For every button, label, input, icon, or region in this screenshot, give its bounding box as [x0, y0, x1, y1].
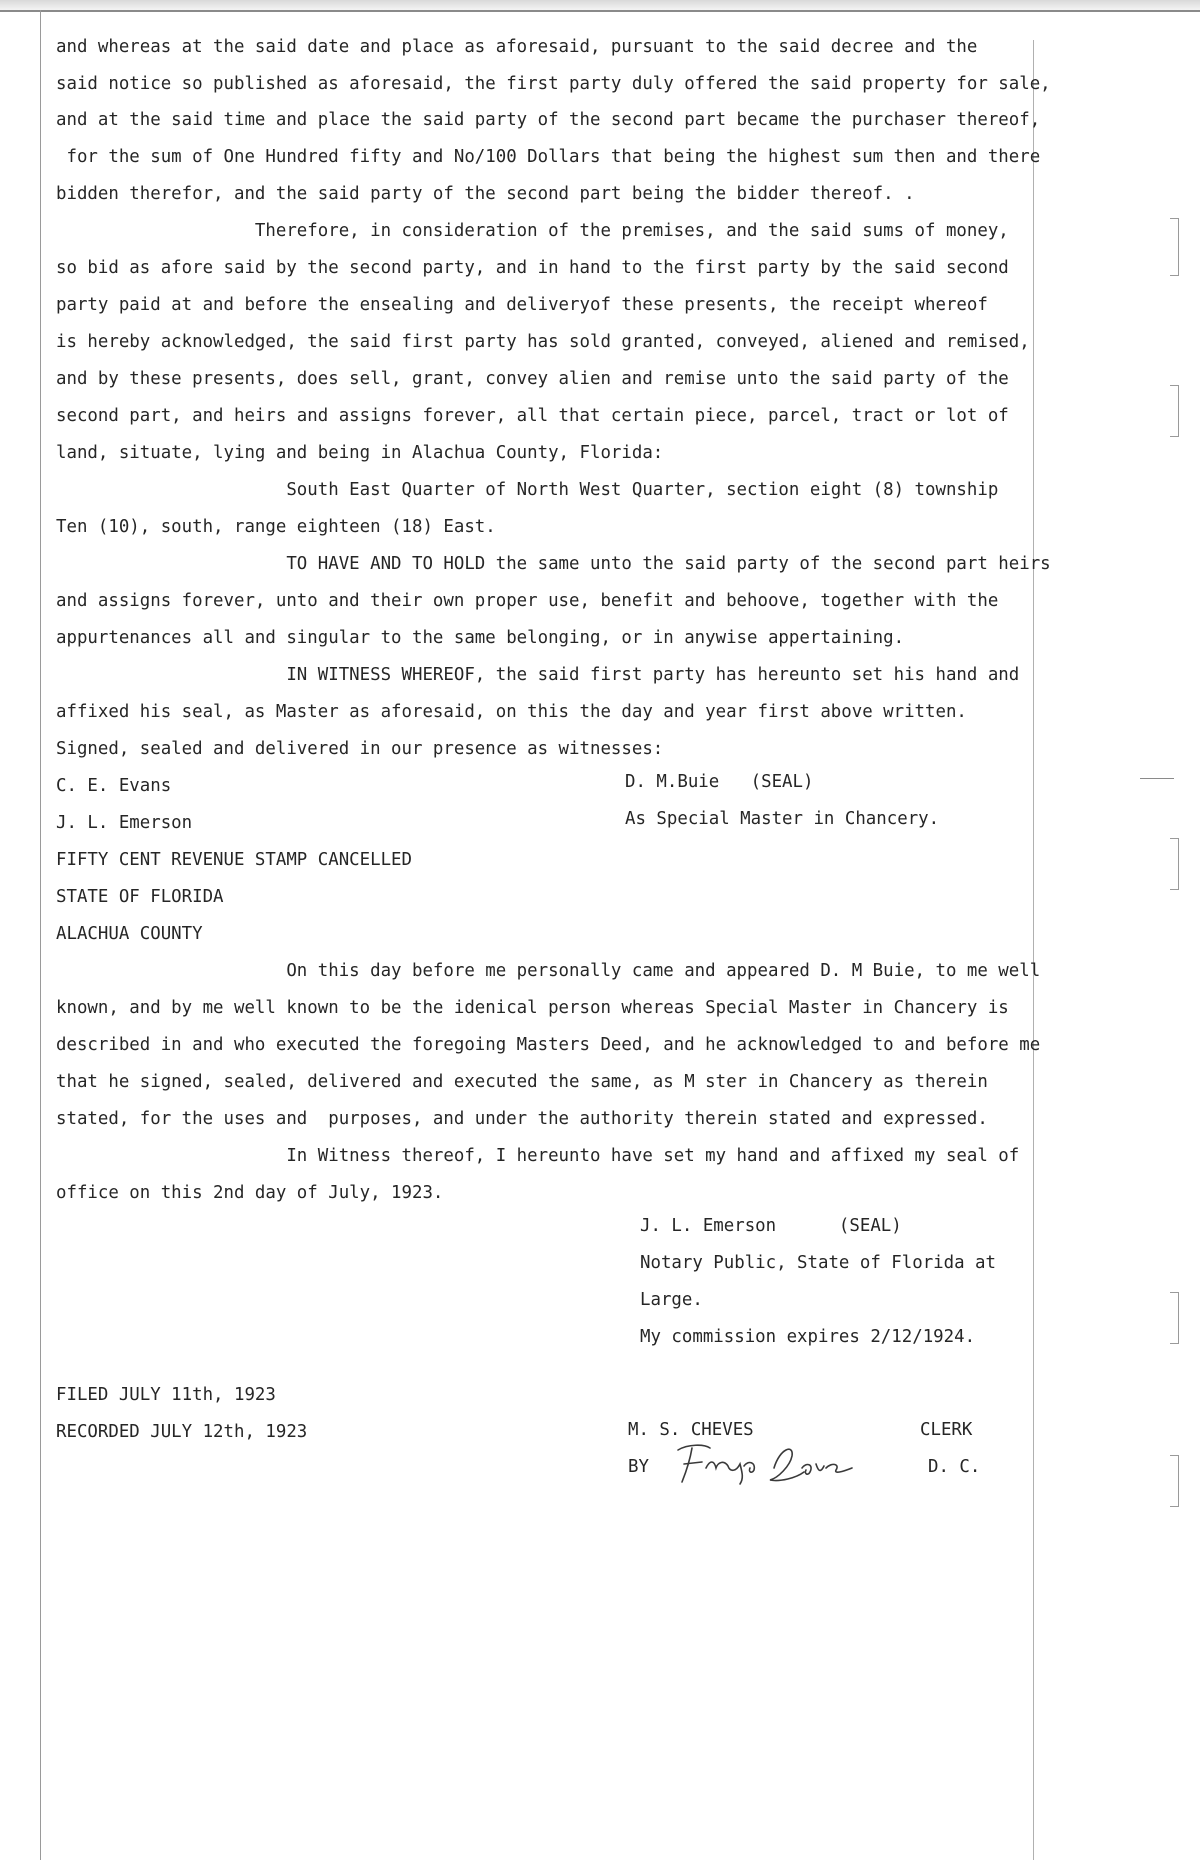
body-line: and at the said time and place the said party of the second part became the purchaser thereof,	[56, 110, 1041, 130]
margin-bracket	[1170, 218, 1179, 276]
revenue-stamp-note: FIFTY CENT REVENUE STAMP CANCELLED	[56, 850, 412, 870]
witness-name: C. E. Evans	[56, 776, 172, 796]
body-line: is hereby acknowledged, the said first party has sold granted, conveyed, aliened and remised,	[56, 332, 1030, 352]
ack-line: known, and by me well known to be the idenical person whereas Special Master in Chancery is	[56, 998, 1009, 1018]
ack-line: described in and who executed the foregoing Masters Deed, and he acknowledged to and before me	[56, 1035, 1041, 1055]
body-line: so bid as afore said by the second party, and in hand to the first party by the said second	[56, 258, 1009, 278]
body-line: IN WITNESS WHEREOF, the said first party has hereunto set his hand and	[56, 665, 1020, 685]
deputy-title: D. C.	[928, 1457, 981, 1477]
margin-bracket	[1170, 838, 1179, 890]
body-line: second part, and heirs and assigns forever, all that certain piece, parcel, tract or lot of	[56, 406, 1009, 426]
notary-title: Large.	[640, 1290, 703, 1310]
margin-mark	[1140, 778, 1174, 779]
master-title: As Special Master in Chancery.	[625, 809, 940, 829]
master-signature: D. M.Buie (SEAL)	[625, 772, 814, 792]
body-line: said notice so published as aforesaid, the first party duly offered the said property for sale,	[56, 74, 1051, 94]
filed-date: FILED JULY 11th, 1923	[56, 1385, 276, 1405]
body-line: affixed his seal, as Master as aforesaid, on this the day and year first above written.	[56, 702, 967, 722]
witness-name: J. L. Emerson	[56, 813, 193, 833]
ack-line: In Witness thereof, I hereunto have set my hand and affixed my seal of	[56, 1146, 1020, 1166]
ack-line: On this day before me personally came and appeared D. M Buie, to me well	[56, 961, 1041, 981]
body-line: appurtenances all and singular to the same belonging, or in anywise appertaining.	[56, 628, 905, 648]
venue-state: STATE OF FLORIDA	[56, 887, 224, 907]
margin-bracket	[1170, 1292, 1179, 1344]
ack-line: stated, for the uses and purposes, and under the authority therein stated and expressed.	[56, 1109, 988, 1129]
left-margin-rule	[40, 10, 41, 1860]
body-line: and whereas at the said date and place as aforesaid, pursuant to the said decree and the	[56, 37, 978, 57]
body-line: Signed, sealed and delivered in our presence as witnesses:	[56, 739, 664, 759]
body-line: and assigns forever, unto and their own proper use, benefit and behoove, together with the	[56, 591, 999, 611]
venue-county: ALACHUA COUNTY	[56, 924, 203, 944]
body-line: bidden therefor, and the said party of the second part being the bidder thereof. .	[56, 184, 915, 204]
clerk-title: CLERK	[920, 1420, 973, 1440]
notary-title: Notary Public, State of Florida at	[640, 1253, 996, 1273]
body-line: TO HAVE AND TO HOLD the same unto the said party of the second part heirs	[56, 554, 1051, 574]
by-label: BY	[628, 1457, 649, 1477]
deputy-handwritten-signature	[670, 1438, 870, 1488]
body-line: Therefore, in consideration of the premises, and the said sums of money,	[56, 221, 1009, 241]
clerk-name: M. S. CHEVES	[628, 1420, 754, 1440]
body-line: party paid at and before the ensealing and deliveryof these presents, the receipt whereof	[56, 295, 988, 315]
margin-bracket	[1170, 1455, 1179, 1507]
recorded-date: RECORDED JULY 12th, 1923	[56, 1422, 308, 1442]
body-line: and by these presents, does sell, grant, convey alien and remise unto the said party of the	[56, 369, 1009, 389]
legal-description: South East Quarter of North West Quarter, section eight (8) township	[56, 480, 999, 500]
ack-line: that he signed, sealed, delivered and executed the same, as M ster in Chancery as therein	[56, 1072, 988, 1092]
legal-description: Ten (10), south, range eighteen (18) East.	[56, 517, 496, 537]
notary-commission: My commission expires 2/12/1924.	[640, 1327, 976, 1347]
notary-name: J. L. Emerson (SEAL)	[640, 1216, 902, 1236]
ack-line: office on this 2nd day of July, 1923.	[56, 1183, 444, 1203]
right-margin-rule	[1033, 40, 1034, 1860]
margin-bracket	[1170, 385, 1179, 437]
body-line: for the sum of One Hundred fifty and No/100 Dollars that being the highest sum then and there	[56, 147, 1041, 167]
body-line: land, situate, lying and being in Alachua County, Florida:	[56, 443, 664, 463]
scan-top-border	[0, 0, 1200, 12]
